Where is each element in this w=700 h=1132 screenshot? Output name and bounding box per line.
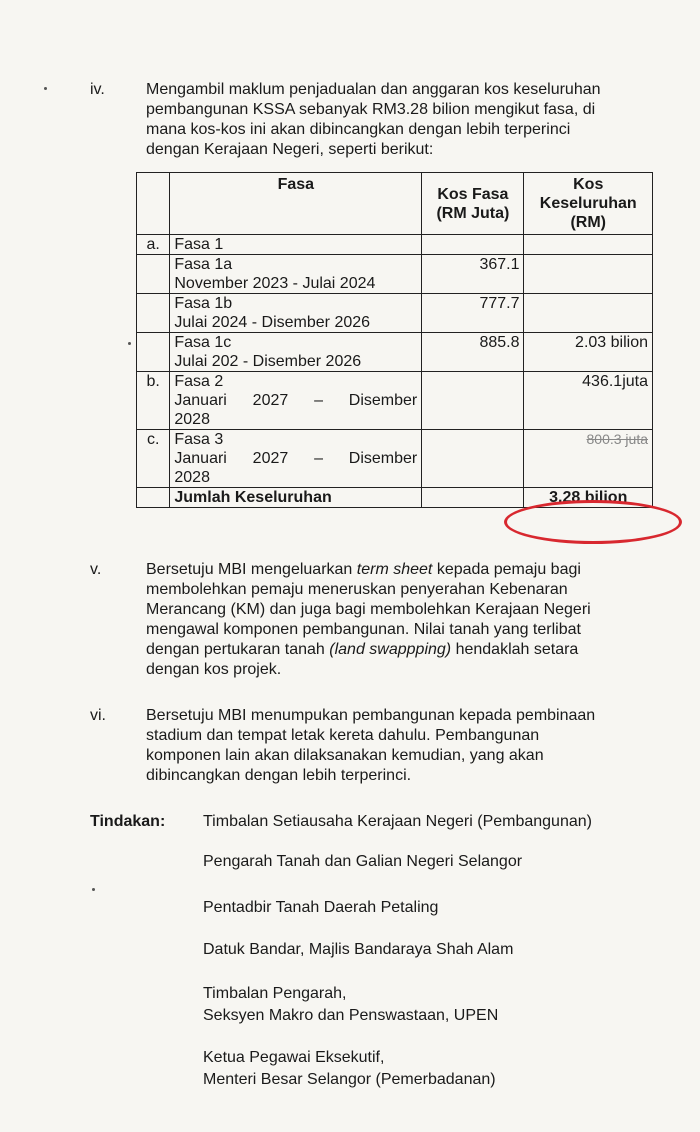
tindakan-entry: Datuk Bandar, Majlis Bandaraya Shah Alam bbox=[203, 941, 514, 958]
row-kos-fasa bbox=[422, 235, 524, 255]
item-number: iv. bbox=[90, 81, 105, 98]
date-part: 2027 bbox=[252, 450, 289, 467]
total-kos-fasa bbox=[422, 488, 524, 508]
item-text bbox=[146, 560, 674, 680]
date-part: Disember bbox=[348, 450, 418, 467]
text-line: membolehkan pemaju meneruskan penyerahan Kebenaran bbox=[146, 581, 568, 598]
row-kos-fasa: 777.7 bbox=[422, 294, 524, 333]
row-kos-keseluruhan bbox=[524, 430, 653, 488]
tindakan-entry: Pengarah Tanah dan Galian Negeri Selangor bbox=[203, 853, 523, 870]
row-phase bbox=[170, 372, 422, 430]
phase-name: Fasa 1a bbox=[174, 256, 233, 273]
item-number: v. bbox=[90, 561, 102, 578]
date-part: Disember bbox=[348, 392, 418, 409]
text-segment: dengan pertukaran tanah bbox=[146, 641, 330, 658]
tindakan-entry: Ketua Pegawai Eksekutif, bbox=[203, 1049, 385, 1066]
row-kos-keseluruhan bbox=[524, 294, 653, 333]
row-label bbox=[137, 294, 170, 333]
tindakan-entry: Timbalan Pengarah, bbox=[203, 985, 347, 1002]
table-row bbox=[137, 372, 653, 430]
row-kos-fasa bbox=[422, 372, 524, 430]
text-line: mengawal komponen pembangunan. Nilai tanah yang terlibat bbox=[146, 621, 581, 638]
row-kos-fasa: 367.1 bbox=[422, 255, 524, 294]
phase-dates: Julai 2024 - Disember 2026 bbox=[174, 314, 371, 331]
row-phase bbox=[170, 255, 422, 294]
phase-dates-end: 2028 bbox=[174, 411, 210, 428]
row-label bbox=[137, 255, 170, 294]
table-row bbox=[137, 255, 653, 294]
date-part: – bbox=[314, 450, 323, 467]
text-segment: kepada pemaju bagi bbox=[432, 561, 581, 578]
row-label: c. bbox=[137, 430, 170, 488]
tindakan-entry: Seksyen Makro dan Penswastaan, UPEN bbox=[203, 1007, 499, 1024]
table-row bbox=[137, 294, 653, 333]
text-segment: Bersetuju MBI mengeluarkan bbox=[146, 561, 357, 578]
item-number: vi. bbox=[90, 707, 106, 724]
text-line: stadium dan tempat letak kereta dahulu. Pembangunan bbox=[146, 727, 540, 744]
partially-hidden-value: 800.3 juta bbox=[586, 431, 648, 447]
tindakan-entry: Menteri Besar Selangor (Pemerbadanan) bbox=[203, 1071, 496, 1088]
row-label: a. bbox=[137, 235, 170, 255]
text-line: komponen lain akan dilaksanakan kemudian, yang akan bbox=[146, 747, 544, 764]
text-line: pembangunan KSSA sebanyak RM3.28 bilion mengikut fasa, di bbox=[146, 101, 596, 118]
date-part: Januari bbox=[174, 450, 227, 467]
text-line: dengan kos projek. bbox=[146, 661, 282, 678]
text-line: Bersetuju MBI menumpukan pembangunan kepada pembinaan bbox=[146, 707, 596, 724]
phase-name: Fasa 2 bbox=[174, 373, 224, 390]
phase-name: Fasa 1b bbox=[174, 295, 233, 312]
date-part: Januari bbox=[174, 392, 227, 409]
item-text bbox=[146, 80, 674, 160]
date-part: 2027 bbox=[252, 392, 289, 409]
text-line bbox=[146, 640, 674, 660]
row-phase bbox=[170, 430, 422, 488]
stray-mark bbox=[92, 888, 95, 891]
item-text bbox=[146, 706, 674, 786]
row-phase bbox=[170, 333, 422, 372]
text-line: dibincangkan dengan lebih terperinci. bbox=[146, 767, 412, 784]
header-fasa: Fasa bbox=[170, 173, 422, 235]
row-label bbox=[137, 333, 170, 372]
row-kos-keseluruhan: 2.03 bilion bbox=[524, 333, 653, 372]
phase-name: Fasa 3 bbox=[174, 431, 224, 448]
row-kos-fasa: 885.8 bbox=[422, 333, 524, 372]
stray-mark bbox=[128, 342, 131, 345]
italic-term: term sheet bbox=[356, 561, 433, 578]
phase-dates bbox=[174, 391, 417, 410]
phase-dates: Julai 202 - Disember 2026 bbox=[174, 353, 362, 370]
highlight-circle bbox=[504, 500, 682, 544]
row-label bbox=[137, 488, 170, 508]
row-kos-keseluruhan bbox=[524, 255, 653, 294]
phase-dates bbox=[174, 449, 417, 468]
header-blank bbox=[137, 173, 170, 235]
phase-dates: November 2023 - Julai 2024 bbox=[174, 275, 376, 292]
table-header-row bbox=[137, 173, 653, 235]
total-value: 3.28 bilion bbox=[524, 488, 653, 508]
tindakan-entry: Pentadbir Tanah Daerah Petaling bbox=[203, 899, 439, 916]
text-line: Merancang (KM) dan juga bagi membolehkan Kerajaan Negeri bbox=[146, 601, 591, 618]
phase-dates-end: 2028 bbox=[174, 469, 210, 486]
text-line bbox=[146, 560, 674, 580]
tindakan-label: Tindakan: bbox=[90, 813, 166, 830]
header-kos-keseluruhan: Kos Keseluruhan (RM) bbox=[524, 173, 653, 235]
stray-mark bbox=[44, 87, 47, 90]
phase-name: Fasa 1c bbox=[174, 334, 232, 351]
italic-term: (land swappping) bbox=[329, 641, 452, 658]
row-kos-fasa bbox=[422, 430, 524, 488]
row-phase bbox=[170, 294, 422, 333]
table-row bbox=[137, 333, 653, 372]
row-kos-keseluruhan: 436.1juta bbox=[524, 372, 653, 430]
total-label: Jumlah Keseluruhan bbox=[170, 488, 422, 508]
row-phase: Fasa 1 bbox=[170, 235, 422, 255]
header-kos-fasa: Kos Fasa (RM Juta) bbox=[422, 173, 524, 235]
phase-cost-table bbox=[136, 172, 653, 508]
text-segment: hendaklah setara bbox=[451, 641, 579, 658]
date-part: – bbox=[314, 392, 323, 409]
row-kos-keseluruhan bbox=[524, 235, 653, 255]
text-line: Mengambil maklum penjadualan dan anggaran kos keseluruhan bbox=[146, 81, 601, 98]
text-line: dengan Kerajaan Negeri, seperti berikut: bbox=[146, 141, 434, 158]
tindakan-entry: Timbalan Setiausaha Kerajaan Negeri (Pembangunan) bbox=[203, 813, 592, 830]
row-label: b. bbox=[137, 372, 170, 430]
table-row bbox=[137, 430, 653, 488]
table-row bbox=[137, 235, 653, 255]
text-line: mana kos-kos ini akan dibincangkan dengan lebih terperinci bbox=[146, 121, 571, 138]
